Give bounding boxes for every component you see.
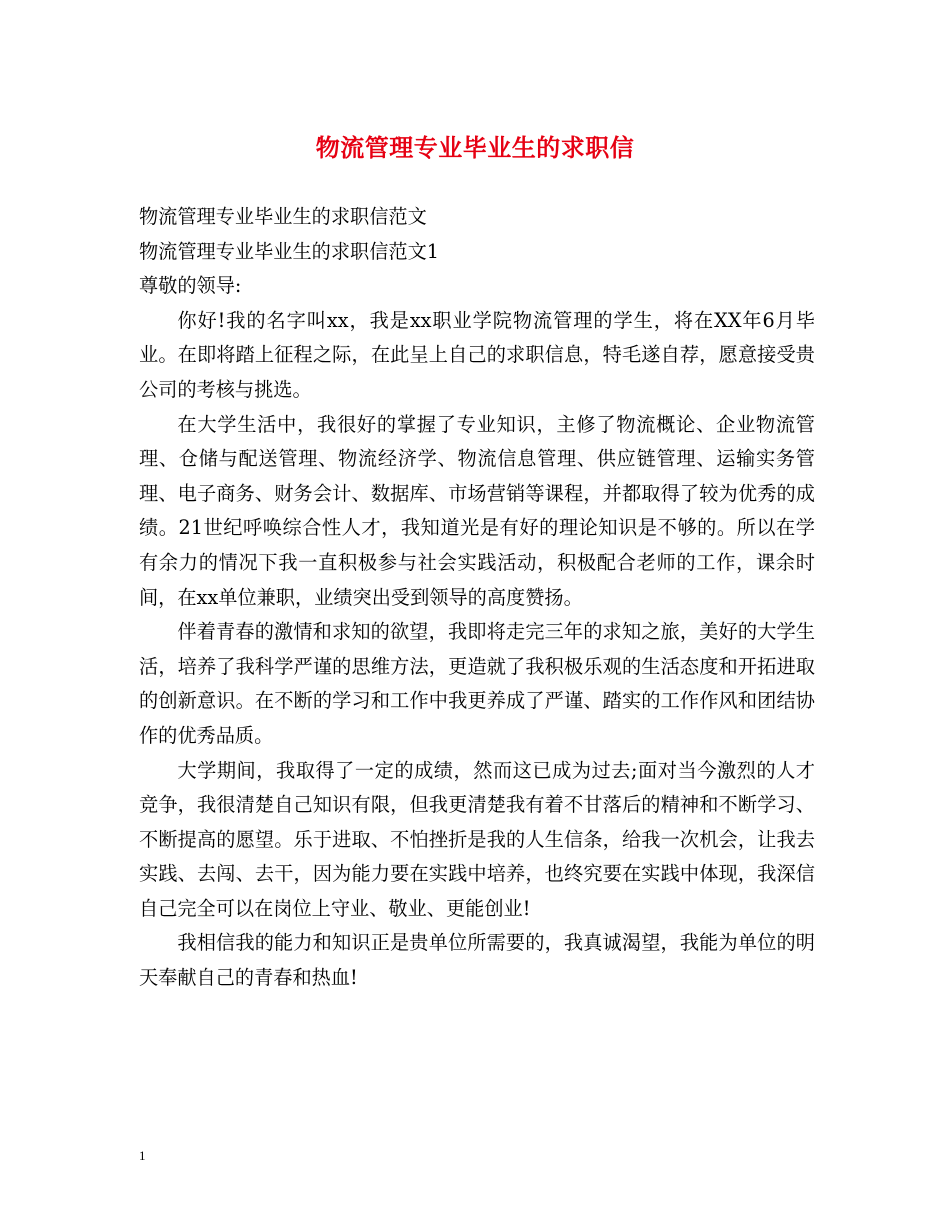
paragraph-ambition: 大学期间，我取得了一定的成绩，然而这已成为过去;面对当今激烈的人才竞争，我很清楚自己知识有限，但我更清楚我有着不甘落后的精神和不断学习、不断提高的愿望。乐于进取、不怕挫折是我的人生信条，给我一次机会，让我去实践、去闯、去干，因为能力要在实践中培养，也终究要在实践中体现，我深信自己完全可以在岗位上守业、敬业、更能创业! [139, 758, 815, 920]
document-title: 物流管理专业毕业生的求职信 [315, 133, 635, 162]
document-body [139, 200, 815, 996]
paragraph-greeting: 你好!我的名字叫xx，我是xx职业学院物流管理的学生，将在XX年6月毕业。在即将踏上征程之际，在此呈上自己的求职信息，特毛遂自荐，愿意接受贵公司的考核与挑选。 [139, 308, 815, 401]
page-number: 1 [139, 1148, 146, 1163]
paragraph-education: 在大学生活中，我很好的掌握了专业知识，主修了物流概论、企业物流管理、仓储与配送管理、物流经济学、物流信息管理、供应链管理、运输实务管理、电子商务、财务会计、数据库、市场营销等课程，并都取得了较为优秀的成绩。21世纪呼唤综合性人才，我知道光是有好的理论知识是不够的。所以在学有余力的情况下我一直积极参与社会实践活动，积极配合老师的工作，课余时间，在xx单位兼职，业绩突出受到领导的高度赞扬。 [139, 412, 815, 609]
subtitle-line: 物流管理专业毕业生的求职信范文 [139, 205, 427, 228]
paragraph-closing: 我相信我的能力和知识正是贵单位所需要的，我真诚渴望，我能为单位的明天奉献自己的青春和热血! [139, 931, 815, 990]
paragraph-character: 伴着青春的激情和求知的欲望，我即将走完三年的求知之旅，美好的大学生活，培养了我科学严谨的思维方法，更造就了我积极乐观的生活态度和开拓进取的创新意识。在不断的学习和工作中我更养成了严谨、踏实的工作作风和团结协作的优秀品质。 [139, 620, 815, 747]
subtitle-line-numbered: 物流管理专业毕业生的求职信范文1 [139, 239, 440, 263]
salutation: 尊敬的领导: [139, 274, 242, 298]
